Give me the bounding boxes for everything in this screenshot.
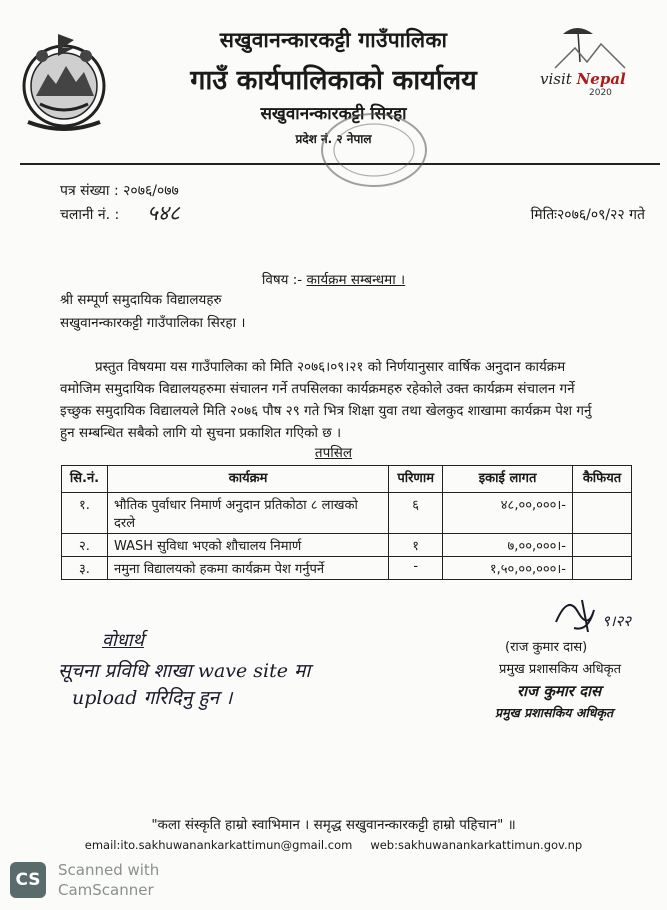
schedule-table bbox=[61, 465, 632, 580]
signatory-name: (राज कुमार दास) bbox=[505, 640, 588, 655]
province-line: प्रदेश नं. २ नेपाल bbox=[295, 132, 372, 146]
municipality-name: सखुवानन्कारकट्टी गाउँपालिका bbox=[219, 28, 448, 52]
cell-sn: २. bbox=[62, 534, 108, 557]
stamp-name: राज कुमार दास bbox=[517, 682, 602, 700]
visit-nepal-logo: visit Nepal bbox=[540, 70, 626, 88]
handwritten-note-line: upload गरिदिनु हुन । bbox=[72, 687, 233, 709]
table-row bbox=[62, 493, 632, 534]
col-header-remarks: कैफियत bbox=[573, 466, 632, 493]
stamp-title: प्रमुख प्रशासकिय अधिकृत bbox=[495, 705, 614, 720]
handwritten-note-heading: वोधार्थ bbox=[102, 630, 144, 651]
camscanner-watermark bbox=[58, 860, 159, 900]
cell-unit-cost: ४८,००,०००।- bbox=[443, 493, 573, 534]
col-header-quantity: परिणाम bbox=[389, 466, 443, 493]
camscanner-line-2: CamScanner bbox=[58, 881, 154, 899]
reference-number: पत्र संख्या : २०७६/०७७ bbox=[60, 183, 179, 199]
footer-contact bbox=[0, 838, 667, 852]
body-line: वमोजिम समुदायिक विद्यालयहरुमा संचालन गर्ने तपसिलका कार्यक्रमहरु रहेकोले उक्त कार्यक्रम संचालन गर्ने bbox=[60, 381, 575, 397]
subject-text: कार्यक्रम सम्बन्धमा । bbox=[306, 272, 406, 288]
camscanner-line-1: Scanned with bbox=[58, 861, 160, 879]
signature-date: ९।२२ bbox=[602, 612, 632, 630]
office-title: गाउँ कार्यपालिकाको कार्यालय bbox=[190, 65, 477, 96]
cell-unit-cost: ७,००,०००।- bbox=[443, 534, 573, 557]
subject-line bbox=[0, 270, 667, 288]
table-header-row bbox=[62, 466, 632, 493]
body-paragraph bbox=[60, 356, 646, 444]
cell-remarks bbox=[573, 557, 632, 580]
cell-remarks bbox=[573, 534, 632, 557]
dispatch-number-label: चलानी नं. : bbox=[60, 207, 120, 223]
office-address: सखुवानन्कारकट्टी सिरहा bbox=[260, 104, 407, 124]
handwritten-signature bbox=[548, 592, 638, 642]
signatory-title: प्रमुख प्रशासकिय अधिकृत bbox=[499, 662, 622, 677]
cell-unit-cost: १,५०,००,०००।- bbox=[443, 557, 573, 580]
cell-remarks bbox=[573, 493, 632, 534]
cell-program: नमुना विद्यालयको हकमा कार्यक्रम पेश गर्नुपर्ने bbox=[107, 557, 388, 580]
schedule-title: तपसिल bbox=[314, 445, 353, 461]
cell-sn: ३. bbox=[62, 557, 108, 580]
col-header-unit-cost: इकाई लागत bbox=[443, 466, 573, 493]
table-row bbox=[62, 557, 632, 580]
addressee-line-2: सखुवानन्कारकट्टी गाउँपालिका सिरहा । bbox=[60, 315, 246, 331]
body-line: प्रस्तुत विषयमा यस गाउँपालिका को मिति २०७६।०९।२१ को निर्णयानुसार वार्षिक अनुदान कार्यक्रम bbox=[95, 359, 566, 375]
footer-email: email:ito.sakhuwanankarkattimun@gmail.com bbox=[84, 838, 353, 852]
cell-program: WASH सुविधा भएको शौचालय निमार्ण bbox=[107, 534, 388, 557]
col-header-program: कार्यक्रम bbox=[107, 466, 388, 493]
cell-sn: १. bbox=[62, 493, 108, 534]
col-header-sn: सि.नं. bbox=[62, 466, 108, 493]
camscanner-logo: CS bbox=[10, 862, 46, 898]
cell-quantity: १ bbox=[389, 534, 443, 557]
body-line: हुन सम्बन्धित सबैको लागि यो सुचना प्रकाशित गएिको छ । bbox=[60, 425, 342, 441]
cell-quantity: - bbox=[389, 557, 443, 580]
letter-date: मितिः२०७६/०९/२२ गते bbox=[530, 207, 645, 223]
addressee-line-1: श्री सम्पूर्ण समुदायिक विद्यालयहरु bbox=[60, 292, 222, 308]
footer-website: web:sakhuwanankarkattimun.gov.np bbox=[370, 838, 583, 852]
subject-label: विषय :- bbox=[261, 272, 303, 288]
office-stamp bbox=[318, 110, 430, 192]
table-row bbox=[62, 534, 632, 557]
cell-quantity: ६ bbox=[389, 493, 443, 534]
cell-program: भौतिक पुर्वाधार निमार्ण अनुदान प्रतिकोठा ८ लाखको दरले bbox=[107, 493, 388, 534]
body-line: इच्छुक समुदायिक विद्यालयले मिति २०७६ पौष २९ गते भित्र शिक्षा युवा तथा खेलकुद शाखामा कार्यक्रम पेश गर्नु bbox=[60, 403, 592, 419]
handwritten-note-line: सूचना प्रविधि शाखा wave site मा bbox=[58, 660, 311, 682]
dispatch-number-value: ५४८ bbox=[147, 201, 180, 225]
visit-nepal-year: 2020 bbox=[589, 88, 612, 98]
footer-motto: "कला संस्कृति हाम्रो स्वाभिमान । समृद्ध सखुवानन्कारकट्टी हाम्रो पहिचान" ॥ bbox=[151, 817, 516, 833]
